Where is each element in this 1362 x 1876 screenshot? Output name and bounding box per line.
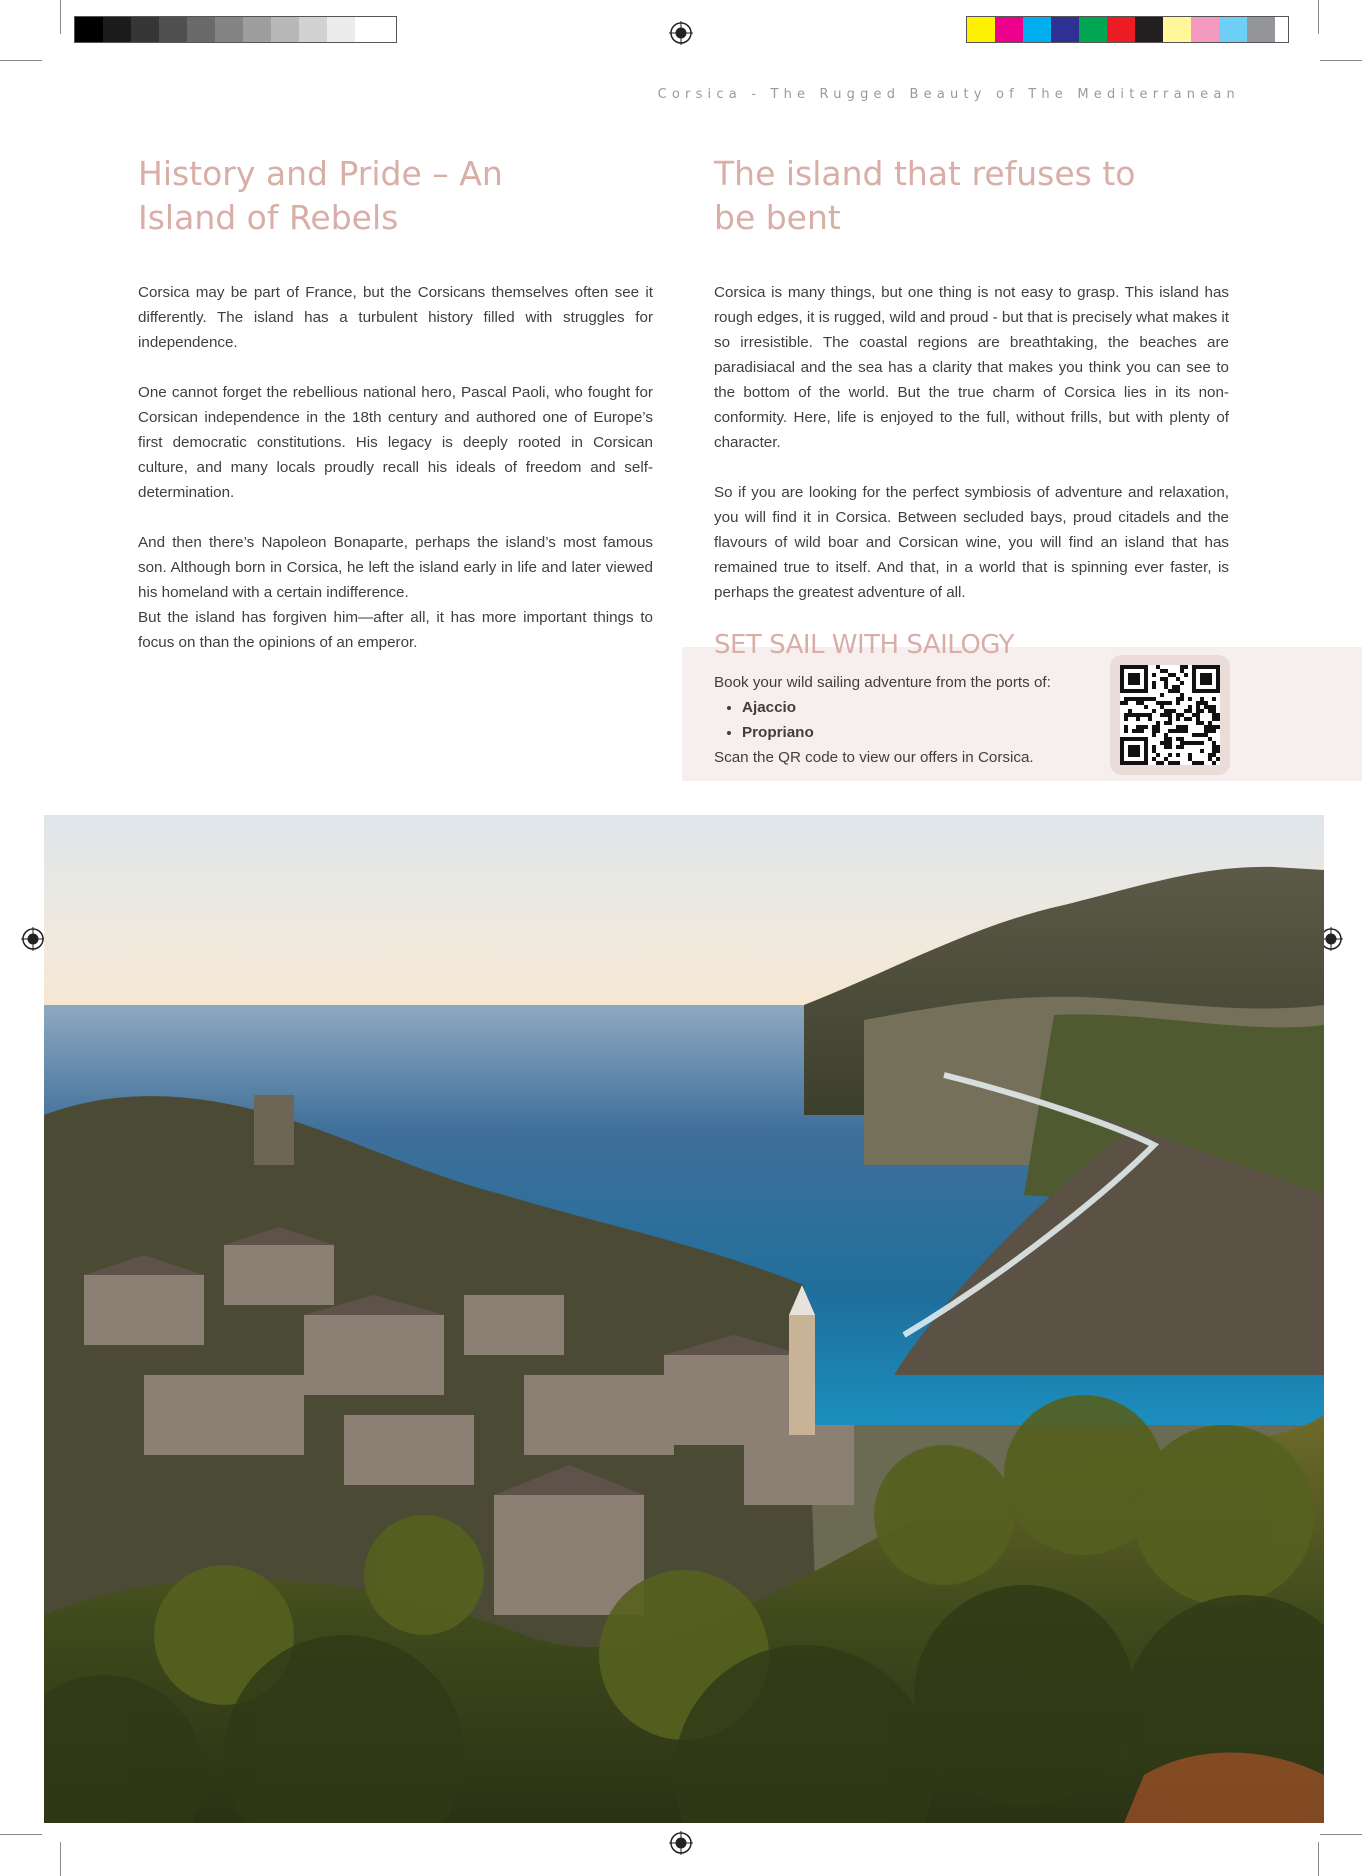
qr-module: [1172, 761, 1176, 765]
qr-module: [1200, 749, 1204, 753]
qr-module: [1148, 713, 1152, 717]
qr-module: [1164, 721, 1168, 725]
qr-module: [1152, 681, 1156, 685]
qr-module: [1128, 713, 1132, 717]
crop-mark: [60, 1842, 61, 1876]
qr-module: [1160, 741, 1164, 745]
qr-module: [1140, 725, 1144, 729]
gray-swatch: [159, 17, 187, 42]
qr-module: [1168, 753, 1172, 757]
qr-module: [1144, 713, 1148, 717]
qr-module: [1168, 761, 1172, 765]
qr-module: [1144, 725, 1148, 729]
qr-module: [1180, 681, 1184, 685]
qr-module: [1208, 705, 1212, 709]
history-heading: [138, 152, 653, 240]
port-list: [714, 695, 1104, 745]
qr-module: [1204, 701, 1208, 705]
color-swatch: [967, 17, 995, 42]
qr-module: [1208, 725, 1212, 729]
qr-module: [1200, 709, 1204, 713]
qr-module: [1132, 697, 1136, 701]
qr-module: [1180, 669, 1184, 673]
qr-module: [1176, 725, 1180, 729]
qr-module: [1172, 689, 1176, 693]
qr-module: [1164, 685, 1168, 689]
qr-module: [1180, 737, 1184, 741]
qr-module: [1164, 669, 1168, 673]
qr-module: [1172, 673, 1176, 677]
qr-module: [1212, 761, 1216, 765]
qr-module: [1180, 729, 1184, 733]
color-swatch: [995, 17, 1023, 42]
crop-mark: [60, 0, 61, 34]
qr-module: [1212, 717, 1216, 721]
island-heading: [714, 152, 1229, 240]
qr-module: [1164, 733, 1168, 737]
qr-module: [1180, 713, 1184, 717]
qr-module: [1180, 665, 1184, 669]
qr-module: [1128, 673, 1140, 685]
island-heading-line1: The island that refuses to: [714, 154, 1136, 193]
qr-module: [1168, 673, 1172, 677]
qr-module: [1208, 709, 1212, 713]
qr-module: [1216, 725, 1220, 729]
qr-module: [1184, 725, 1188, 729]
coastal-village-photo: [44, 815, 1324, 1823]
qr-module: [1164, 677, 1168, 681]
qr-module: [1156, 761, 1160, 765]
qr-module: [1184, 673, 1188, 677]
qr-module: [1124, 725, 1128, 729]
qr-module: [1168, 701, 1172, 705]
qr-module: [1176, 761, 1180, 765]
qr-module: [1124, 717, 1128, 721]
qr-module: [1160, 713, 1164, 717]
qr-module: [1204, 733, 1208, 737]
qr-module: [1204, 725, 1208, 729]
cta-outro: Scan the QR code to view our offers in Corsica.: [714, 749, 1034, 766]
qr-module: [1152, 709, 1156, 713]
qr-module: [1180, 725, 1184, 729]
history-paragraph: But the island has forgiven him—after all, it has more important things to focus on than the opinions of an emperor.: [138, 609, 653, 651]
qr-module: [1152, 757, 1156, 761]
qr-module: [1188, 709, 1192, 713]
qr-module: [1192, 741, 1196, 745]
qr-module: [1136, 713, 1140, 717]
qr-module: [1136, 725, 1140, 729]
qr-module: [1128, 745, 1140, 757]
qr-module: [1168, 721, 1172, 725]
crop-mark: [1318, 1842, 1319, 1876]
process-color-bar: [966, 16, 1289, 43]
crop-mark: [0, 1834, 42, 1835]
running-title: Corsica - The Rugged Beauty of The Mediterranean: [657, 87, 1240, 102]
gray-swatch: [327, 17, 355, 42]
qr-module: [1208, 721, 1212, 725]
qr-module: [1164, 737, 1168, 741]
island-paragraph: So if you are looking for the perfect symbiosis of adventure and relaxation, you will find it in Corsica. Between secluded bays, proud citadels and the flavours of wild boar and Corsican wine, you will find an island that has remained true to itself. And that, in a world that is spinning ever faster, is perhaps the greatest adventure of all.: [714, 484, 1229, 601]
qr-module: [1192, 761, 1196, 765]
history-heading-line2: Island of Rebels: [138, 198, 399, 237]
qr-module: [1216, 749, 1220, 753]
qr-module: [1176, 745, 1180, 749]
qr-module: [1204, 705, 1208, 709]
qr-module: [1172, 685, 1176, 689]
qr-module: [1184, 665, 1188, 669]
qr-module: [1136, 729, 1140, 733]
color-swatch: [1191, 17, 1219, 42]
qr-module: [1168, 745, 1172, 749]
island-column: [714, 152, 1229, 630]
qr-module: [1200, 673, 1212, 685]
qr-module: [1164, 741, 1168, 745]
qr-module: [1208, 753, 1212, 757]
qr-module: [1152, 745, 1156, 749]
qr-module: [1176, 701, 1180, 705]
qr-module: [1144, 705, 1148, 709]
qr-module: [1168, 737, 1172, 741]
qr-module: [1164, 681, 1168, 685]
qr-module: [1196, 701, 1200, 705]
qr-module: [1200, 741, 1204, 745]
qr-module: [1136, 697, 1140, 701]
history-column: [138, 152, 653, 680]
cta-title: SET SAIL WITH SAILOGY: [714, 630, 1015, 660]
color-swatch: [1247, 17, 1275, 42]
island-heading-line2: be bent: [714, 198, 841, 237]
qr-module: [1212, 705, 1216, 709]
color-swatch: [1023, 17, 1051, 42]
qr-module: [1168, 717, 1172, 721]
qr-module: [1168, 689, 1172, 693]
qr-module: [1168, 729, 1172, 733]
qr-module: [1156, 701, 1160, 705]
qr-module: [1144, 697, 1148, 701]
qr-module: [1196, 717, 1200, 721]
registration-mark-icon: [21, 927, 45, 951]
gray-swatch: [103, 17, 131, 42]
gray-swatch: [187, 17, 215, 42]
qr-module: [1216, 717, 1220, 721]
qr-module: [1192, 713, 1196, 717]
qr-module: [1152, 733, 1156, 737]
island-paragraph: Corsica is many things, but one thing is not easy to grasp. This island has rough edges, it is rugged, wild and proud - but that is precisely what makes it so irresistible. The coastal regions are breathtaking, the beaches are paradisiacal and the sea has a clarity that makes you think you can see to the bottom of the world. But the true charm of Corsica lies in its non-conformity. Here, life is enjoyed to the full, without frills, but with plenty of character.: [714, 284, 1229, 451]
qr-module: [1216, 713, 1220, 717]
qr-module: [1180, 741, 1184, 745]
qr-module: [1184, 729, 1188, 733]
qr-module: [1176, 697, 1180, 701]
qr-module: [1212, 725, 1216, 729]
qr-module: [1160, 705, 1164, 709]
gray-swatch: [75, 17, 103, 42]
qr-module: [1168, 709, 1172, 713]
qr-module: [1212, 697, 1216, 701]
qr-module: [1164, 701, 1168, 705]
qr-module: [1156, 725, 1160, 729]
qr-module: [1180, 745, 1184, 749]
color-swatch: [1051, 17, 1079, 42]
crop-mark: [0, 60, 42, 61]
qr-module: [1128, 697, 1132, 701]
qr-module: [1176, 685, 1180, 689]
qr-module: [1140, 697, 1144, 701]
qr-module: [1176, 737, 1180, 741]
qr-module: [1184, 709, 1188, 713]
qr-module: [1152, 725, 1156, 729]
qr-code-icon: [1120, 665, 1220, 765]
qr-module: [1188, 753, 1192, 757]
qr-module: [1120, 701, 1124, 705]
history-paragraph: Corsica may be part of France, but the Corsicans themselves often see it differently. The island has a turbulent history filled with struggles for independence.: [138, 284, 653, 351]
port-item-ajaccio: • Ajaccio: [742, 695, 1104, 720]
qr-module: [1152, 685, 1156, 689]
qr-module: [1188, 741, 1192, 745]
qr-module: [1164, 709, 1168, 713]
qr-module: [1208, 757, 1212, 761]
qr-module: [1184, 717, 1188, 721]
gray-swatch: [215, 17, 243, 42]
qr-module: [1212, 745, 1216, 749]
qr-module: [1212, 729, 1216, 733]
history-paragraph: One cannot forget the rebellious national hero, Pascal Paoli, who fought for Corsican independence in the 18th century and authored one of Europe’s first democratic constitutions. His legacy is deeply rooted in Corsican culture, and many locals proudly recall his ideals of freedom and self-determination.: [138, 384, 653, 501]
qr-module: [1184, 741, 1188, 745]
qr-module: [1212, 749, 1216, 753]
port-item-propriano: • Propriano: [742, 720, 1104, 745]
qr-module: [1176, 729, 1180, 733]
qr-module: [1180, 697, 1184, 701]
qr-module: [1140, 729, 1144, 733]
qr-module: [1128, 709, 1132, 713]
qr-module: [1152, 749, 1156, 753]
qr-module: [1188, 697, 1192, 701]
color-swatch: [1079, 17, 1107, 42]
qr-module: [1176, 717, 1180, 721]
coastal-village-photo-illustration: [44, 815, 1324, 1823]
history-paragraph: And then there’s Napoleon Bonaparte, perhaps the island’s most famous son. Although born in Corsica, he left the island early in life and later viewed his homeland with a certain indifference.: [138, 534, 653, 601]
qr-module: [1196, 761, 1200, 765]
color-swatch: [1163, 17, 1191, 42]
qr-code[interactable]: [1110, 655, 1230, 775]
qr-module: [1160, 701, 1164, 705]
qr-module: [1196, 741, 1200, 745]
registration-mark-icon: [669, 21, 693, 45]
qr-module: [1208, 729, 1212, 733]
gray-swatch: [271, 17, 299, 42]
qr-module: [1216, 745, 1220, 749]
qr-module: [1176, 713, 1180, 717]
qr-module: [1200, 733, 1204, 737]
qr-module: [1152, 697, 1156, 701]
color-swatch: [1135, 17, 1163, 42]
qr-module: [1204, 729, 1208, 733]
qr-module: [1160, 677, 1164, 681]
qr-module: [1156, 729, 1160, 733]
qr-module: [1196, 721, 1200, 725]
qr-module: [1132, 713, 1136, 717]
gray-swatch: [243, 17, 271, 42]
qr-module: [1140, 713, 1144, 717]
color-swatch: [1219, 17, 1247, 42]
qr-module: [1168, 713, 1172, 717]
cta-body: [714, 670, 1104, 770]
qr-module: [1212, 709, 1216, 713]
qr-module: [1196, 713, 1200, 717]
registration-mark-icon: [669, 1831, 693, 1855]
grayscale-color-bar: [74, 16, 397, 43]
qr-module: [1136, 701, 1140, 705]
qr-module: [1188, 717, 1192, 721]
qr-module: [1212, 713, 1216, 717]
gray-swatch: [299, 17, 327, 42]
qr-module: [1200, 701, 1204, 705]
qr-module: [1188, 705, 1192, 709]
qr-module: [1136, 717, 1140, 721]
qr-module: [1196, 733, 1200, 737]
qr-module: [1212, 741, 1216, 745]
qr-module: [1164, 745, 1168, 749]
qr-module: [1176, 677, 1180, 681]
qr-module: [1212, 753, 1216, 757]
qr-module: [1168, 741, 1172, 745]
qr-module: [1124, 729, 1128, 733]
qr-module: [1152, 673, 1156, 677]
gray-swatch: [131, 17, 159, 42]
qr-module: [1172, 709, 1176, 713]
qr-module: [1196, 709, 1200, 713]
qr-module: [1152, 729, 1156, 733]
crop-mark: [1320, 60, 1362, 61]
qr-module: [1200, 697, 1204, 701]
qr-module: [1156, 665, 1160, 669]
qr-module: [1124, 701, 1128, 705]
qr-module: [1160, 693, 1164, 697]
qr-module: [1216, 757, 1220, 761]
qr-module: [1132, 729, 1136, 733]
crop-mark: [1320, 1834, 1362, 1835]
qr-module: [1156, 753, 1160, 757]
qr-module: [1164, 713, 1168, 717]
cta-intro: Book your wild sailing adventure from the ports of:: [714, 674, 1051, 691]
qr-module: [1176, 689, 1180, 693]
qr-module: [1160, 669, 1164, 673]
qr-module: [1200, 721, 1204, 725]
qr-module: [1124, 697, 1128, 701]
qr-module: [1180, 693, 1184, 697]
qr-module: [1164, 757, 1168, 761]
qr-module: [1140, 701, 1144, 705]
crop-mark: [1318, 0, 1319, 34]
qr-module: [1148, 717, 1152, 721]
color-swatch: [1107, 17, 1135, 42]
qr-module: [1172, 729, 1176, 733]
qr-module: [1176, 753, 1180, 757]
qr-module: [1148, 697, 1152, 701]
qr-module: [1188, 757, 1192, 761]
qr-module: [1192, 733, 1196, 737]
qr-module: [1160, 761, 1164, 765]
history-heading-line1: History and Pride – An: [138, 154, 503, 193]
qr-module: [1200, 761, 1204, 765]
qr-module: [1208, 737, 1212, 741]
qr-module: [1196, 705, 1200, 709]
qr-module: [1124, 713, 1128, 717]
qr-module: [1156, 721, 1160, 725]
gray-swatch: [355, 17, 383, 42]
